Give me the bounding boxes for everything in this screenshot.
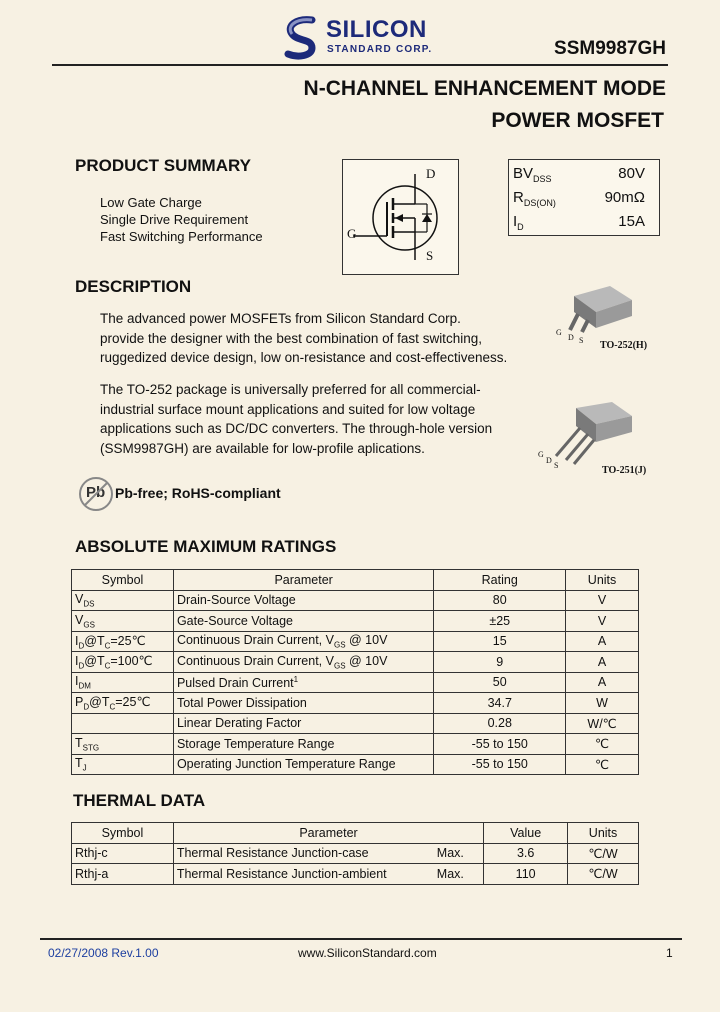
symbol-cell: $I_D@T_C=100℃$ [72, 652, 174, 673]
abs-max-heading: ABSOLUTE MAXIMUM RATINGS [75, 537, 337, 556]
column-header: Value [484, 823, 568, 844]
logo [282, 14, 442, 64]
feature-item: Single Drive Requirement [100, 212, 249, 227]
column-header: Parameter [173, 823, 483, 844]
mosfet-schematic [342, 159, 459, 275]
silicon-logo-icon [282, 16, 322, 62]
table-row [72, 672, 639, 693]
symbol-cell: Rthj-c [72, 843, 174, 864]
column-header: Symbol [72, 823, 174, 844]
value-cell: 3.6 [484, 843, 568, 864]
pb-free-icon [79, 477, 113, 511]
text-line: (SSM9987GH) are available for low-profile aplications. [100, 440, 425, 456]
unit-cell: V [566, 590, 639, 611]
table-row [72, 693, 639, 714]
table-header-row [72, 570, 639, 591]
unit-cell: A [566, 672, 639, 693]
rating-cell: -55 to 150 [434, 734, 566, 755]
to252-label: TO-252(H) [600, 340, 648, 351]
description-heading: DESCRIPTION [75, 277, 192, 296]
symbol-cell: $V_{DS}$ [72, 590, 174, 611]
package-to252 [548, 282, 658, 354]
column-header: Symbol [72, 570, 174, 591]
pin-d-label: D [568, 333, 574, 342]
parameter-cell: Operating Junction Temperature Range [173, 754, 433, 775]
spec-id-value: 15A [618, 213, 645, 230]
qualifier-cell: Max. [434, 843, 484, 864]
part-number: SSM9987GH [554, 38, 666, 59]
symbol-cell: $I_{DM}$ [72, 672, 174, 693]
text-line: industrial surface mount applications and suited for low voltage [100, 401, 476, 417]
table-row [72, 713, 639, 734]
symbol-cell: $T_J$ [72, 754, 174, 775]
parameter-cell: Linear Derating Factor [173, 713, 433, 734]
rating-cell: 34.7 [434, 693, 566, 714]
text-line: The advanced power MOSFETs from Silicon Standard Corp. [100, 311, 461, 326]
parameter-cell: Thermal Resistance Junction-ambient [173, 864, 433, 885]
footer-divider [40, 938, 682, 940]
spec-id-symbol: $I_D$ [513, 213, 524, 232]
feature-item: Fast Switching Performance [100, 229, 263, 244]
unit-cell: ℃ [566, 754, 639, 775]
to251-package-icon [534, 398, 658, 468]
symbol-cell: Rthj-a [72, 864, 174, 885]
symbol-cell: $P_D@T_C=25℃$ [72, 693, 174, 714]
rating-cell: 15 [434, 631, 566, 652]
unit-cell: A [566, 631, 639, 652]
logo-subtitle: STANDARD CORP. [327, 44, 433, 55]
value-cell: 110 [484, 864, 568, 885]
abs-max-table [71, 569, 639, 775]
thermal-table [71, 822, 639, 885]
title-line2: POWER MOSFET [491, 109, 664, 132]
spec-bvdss-symbol: $BV_{DSS}$ [513, 165, 552, 184]
parameter-cell: Drain-Source Voltage [173, 590, 433, 611]
table-row [72, 843, 639, 864]
pin-g-label: G [556, 328, 562, 337]
product-summary-heading: PRODUCT SUMMARY [75, 156, 251, 175]
table-row [72, 864, 639, 885]
column-header: Units [566, 570, 639, 591]
parameter-cell: Pulsed Drain Current$^1$ [173, 672, 433, 693]
pin-d-label: D [546, 456, 552, 465]
parameter-cell: Thermal Resistance Junction-case [173, 843, 433, 864]
unit-cell: V [566, 611, 639, 632]
text-line: applications such as DC/DC converters. The through-hole version [100, 421, 493, 436]
unit-cell: W [566, 693, 639, 714]
to251-label: TO-251(J) [602, 465, 647, 476]
unit-cell: ℃/W [568, 843, 639, 864]
text-line: The TO-252 package is universally preferred for all commercial- [100, 382, 481, 397]
header-divider [52, 64, 668, 66]
pin-s-label: S [579, 336, 584, 345]
column-header: Rating [434, 570, 566, 591]
parameter-cell: Continuous Drain Current, $V_{GS}$ @ 10V [173, 652, 433, 673]
drain-label: D [426, 166, 436, 181]
symbol-cell [72, 713, 174, 734]
unit-cell: A [566, 652, 639, 673]
rating-cell: 80 [434, 590, 566, 611]
unit-cell: W/℃ [566, 713, 639, 734]
parameter-cell: Storage Temperature Range [173, 734, 433, 755]
source-label: S [426, 248, 434, 263]
pb-symbol: Pb [86, 484, 106, 501]
table-row [72, 631, 639, 652]
page-number: 1 [666, 946, 673, 960]
rating-cell: 50 [434, 672, 566, 693]
unit-cell: ℃ [566, 734, 639, 755]
spec-rdson-symbol: $R_{DS(ON)}$ [513, 189, 556, 208]
description-paragraph-1 [100, 309, 507, 368]
key-specs-box [508, 159, 660, 236]
footer-date: 02/27/2008 Rev.1.00 [48, 946, 159, 960]
symbol-cell: $T_{STG}$ [72, 734, 174, 755]
rating-cell: -55 to 150 [434, 754, 566, 775]
parameter-cell: Total Power Dissipation [173, 693, 433, 714]
title-line1: N-CHANNEL ENHANCEMENT MODE [303, 77, 666, 100]
pin-g-label: G [538, 450, 544, 459]
pb-free-text: Pb-free; RoHS-compliant [115, 485, 281, 501]
footer-website[interactable]: www.SiliconStandard.com [298, 946, 437, 960]
rating-cell: 9 [434, 652, 566, 673]
table-row [72, 754, 639, 775]
unit-cell: ℃/W [568, 864, 639, 885]
feature-item: Low Gate Charge [100, 195, 202, 210]
gate-label: G [347, 226, 357, 241]
thermal-heading: THERMAL DATA [73, 791, 206, 810]
column-header: Units [568, 823, 639, 844]
logo-name: SILICON [326, 16, 427, 43]
table-row [72, 652, 639, 673]
table-row [72, 734, 639, 755]
spec-rdson-value: 90mΩ [604, 189, 645, 206]
pin-s-label: S [554, 461, 559, 470]
parameter-cell: Continuous Drain Current, $V_{GS}$ @ 10V [173, 631, 433, 652]
symbol-cell: $V_{GS}$ [72, 611, 174, 632]
text-line: provide the designer with the best combination of fast switching, [100, 330, 482, 346]
table-header-row [72, 823, 639, 844]
table-row [72, 611, 639, 632]
text-line: ruggedized device design, low on-resistance and cost-effectiveness. [100, 350, 508, 365]
table-row [72, 590, 639, 611]
symbol-cell: $I_D@T_C=25℃$ [72, 631, 174, 652]
qualifier-cell: Max. [434, 864, 484, 885]
feature-list [100, 194, 263, 245]
rating-cell: ±25 [434, 611, 566, 632]
package-to251 [534, 398, 658, 480]
spec-bvdss-value: 80V [618, 165, 645, 182]
parameter-cell: Gate-Source Voltage [173, 611, 433, 632]
rating-cell: 0.28 [434, 713, 566, 734]
column-header: Parameter [173, 570, 433, 591]
to252-package-icon [548, 282, 658, 342]
n-channel-mosfet-symbol-icon [343, 160, 458, 274]
description-paragraph-2 [100, 380, 492, 458]
